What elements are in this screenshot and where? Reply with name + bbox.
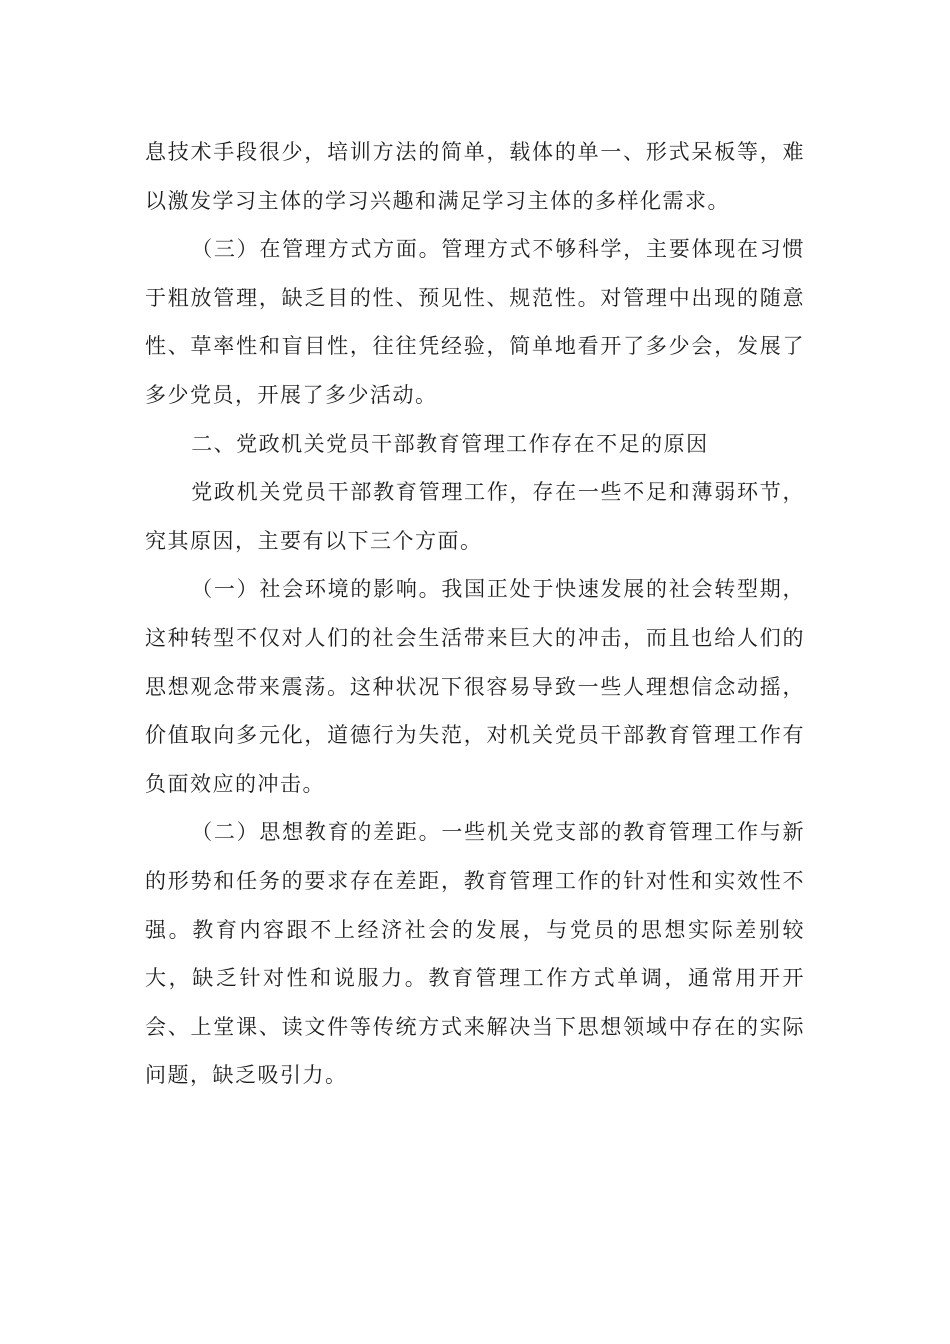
paragraph-continuation: 息技术手段很少，培训方法的简单，载体的单一、形式呆板等，难以激发学习主体的学习兴趣和满足学习主体的多样化需求。 [145, 140, 805, 213]
paragraph-causes-intro: 党政机关党员干部教育管理工作，存在一些不足和薄弱环节，究其原因，主要有以下三个方面。 [145, 480, 805, 553]
paragraph-management-methods: （三）在管理方式方面。管理方式不够科学，主要体现在习惯于粗放管理，缺乏目的性、预见性、规范性。对管理中出现的随意性、草率性和盲目性，往往凭经验，简单地看开了多少会，发展了多少党员，开展了多少活动。 [145, 237, 805, 407]
section-heading-causes: 二、党政机关党员干部教育管理工作存在不足的原因 [191, 431, 709, 456]
document-body [145, 128, 805, 1100]
paragraph-ideological-education: （二）思想教育的差距。一些机关党支部的教育管理工作与新的形势和任务的要求存在差距，教育管理工作的针对性和实效性不强。教育内容跟不上经济社会的发展，与党员的思想实际差别较大，缺乏针对性和说服力。教育管理工作方式单调，通常用开开会、上堂课、读文件等传统方式来解决当下思想领域中存在的实际问题，缺乏吸引力。 [145, 820, 805, 1088]
paragraph-social-environment: （一）社会环境的影响。我国正处于快速发展的社会转型期，这种转型不仅对人们的社会生活带来巨大的冲击，而且也给人们的思想观念带来震荡。这种状况下很容易导致一些人理想信念动摇，价值取向多元化，道德行为失范，对机关党员干部教育管理工作有负面效应的冲击。 [145, 577, 805, 796]
